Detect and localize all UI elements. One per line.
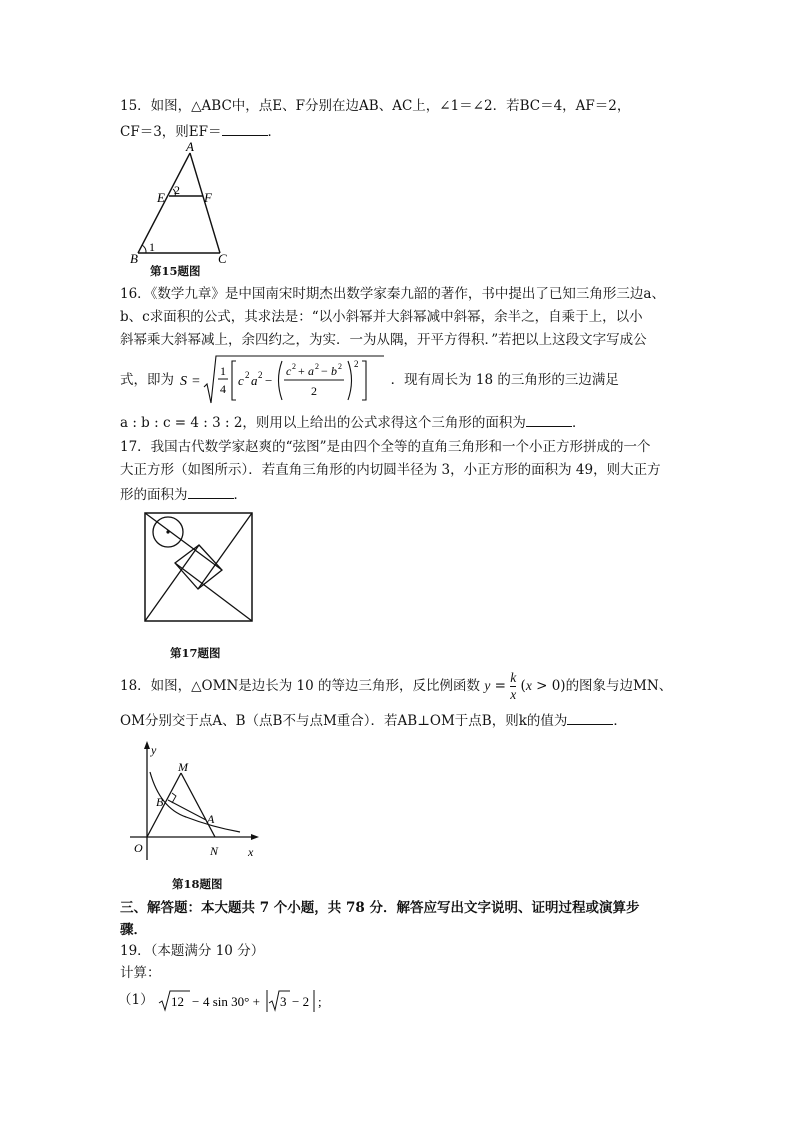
q18-line-2 <box>120 710 627 731</box>
q17-line-2: 大正方形（如图所示）．若直角三角形的内切圆半径为 3，小正方形的面积为 49，则大正方 <box>120 462 661 478</box>
svg-text:3: 3 <box>279 993 287 1009</box>
q16-line-5-end: ． <box>571 415 586 431</box>
label-B: B <box>156 795 164 809</box>
section-3-heading-cont: 骤． <box>120 922 147 938</box>
svg-text:=: = <box>192 373 201 389</box>
figure-15-triangle <box>122 140 232 265</box>
svg-text:a: a <box>251 372 258 388</box>
answer-blank-15[interactable] <box>222 121 268 136</box>
svg-text:−: − <box>191 993 200 1009</box>
q18-line-2-text: OM分别交于点A、B（点B不与点M重合）．若AB⊥OM于点B，则k的值为 <box>120 713 568 729</box>
label-M: M <box>178 760 188 774</box>
caption-15: 第15题图 <box>150 264 201 278</box>
svg-text:+: + <box>298 363 306 378</box>
svg-text:− 2: − 2 <box>291 993 309 1009</box>
answer-blank-18[interactable] <box>567 710 613 725</box>
svg-text:2: 2 <box>354 358 359 369</box>
q15-line-2-end: ． <box>267 124 282 140</box>
svg-text:c: c <box>286 363 292 378</box>
svg-text:b: b <box>331 363 338 378</box>
label-C: C <box>218 251 227 265</box>
svg-text:2: 2 <box>338 361 343 371</box>
figure-17-chord-diagram <box>142 510 256 626</box>
svg-text:1: 1 <box>220 363 227 378</box>
q15-line-2 <box>120 121 281 142</box>
label-B: B <box>130 251 138 265</box>
q18-line-1: 18．如图，△OMN是边长为 10 的等边三角形，反比例函数 y = $\frac{k}{x}$ (x > 0)的图象与边MN、 <box>120 670 673 702</box>
label-F: F <box>204 190 212 205</box>
q16-line-1: 16．《数学九章》是中国南宋时期杰出数学家秦九韶的著作，书中提出了已知三角形三边a、 <box>120 286 665 302</box>
section-3-heading: 三、解答题：本大题共 7 个小题，共 78 分．解答应写出文字说明、证明过程或演算步 <box>120 900 640 916</box>
svg-text:4 sin 30° +: 4 sin 30° + <box>202 993 260 1009</box>
q16-line-5 <box>120 412 585 433</box>
svg-text:;: ; <box>317 993 322 1009</box>
svg-text:2: 2 <box>245 369 250 380</box>
svg-text:2: 2 <box>311 383 318 398</box>
svg-text:12: 12 <box>170 993 184 1009</box>
q17-line-3-end: ． <box>233 487 247 503</box>
q19-part-1-label: （1） <box>118 992 154 1008</box>
domain-condition: (x > 0) <box>520 678 566 694</box>
svg-text:2: 2 <box>258 369 263 380</box>
caption-18: 第18题图 <box>172 877 223 891</box>
q17-line-1: 17．我国古代数学家赵爽的“弦图”是由四个全等的直角三角形和一个小正方形拼成的一个 <box>120 439 651 455</box>
angle-2-label: 2 <box>174 183 180 197</box>
q16-line-4 <box>120 358 619 398</box>
svg-text:S: S <box>180 373 188 389</box>
svg-text:2: 2 <box>292 361 297 371</box>
q18-line-1-text: 18．如图，△OMN是边长为 10 的等边三角形，反比例函数 <box>120 678 481 694</box>
q18-line-1-end: 的图象与边MN、 <box>565 678 673 694</box>
figure-18-graph <box>128 740 260 868</box>
axis-y-label: y <box>151 743 157 757</box>
label-O: O <box>134 841 143 855</box>
q16-line-5-text: a : b : c = 4 : 3 : 2，则用以上给出的公式求得这个三角形的面积为 <box>120 415 526 431</box>
answer-blank-17[interactable] <box>188 484 234 499</box>
label-A: A <box>207 812 215 826</box>
svg-text:−: − <box>321 363 329 378</box>
axis-x-label: x <box>248 845 254 859</box>
svg-text:4: 4 <box>220 381 227 396</box>
q16-line-3: 斜幂乘大斜幂减上，余四约之，为实．一为从隅，开平方得积．”若把以上这段文字写成公 <box>120 332 647 348</box>
svg-text:2: 2 <box>315 361 320 371</box>
q19-part-1 <box>118 990 328 1010</box>
q16-line-2: b、c求面积的公式，其求法是：“以小斜幂并大斜幂减中斜幂，余半之，自乘于上，以小 <box>120 309 643 325</box>
q15-line-2-text: CF＝3，则EF＝ <box>120 124 222 140</box>
q18-line-2-end: ． <box>613 713 627 729</box>
q17-line-3 <box>120 484 247 505</box>
caption-17: 第17题图 <box>170 646 221 660</box>
svg-text:c: c <box>238 372 245 388</box>
q16-line-4-end: ．现有周长为 18 的三角形的三边满足 <box>390 372 619 388</box>
qin-jiushao-formula <box>178 353 386 409</box>
angle-1-label: 1 <box>149 240 155 254</box>
label-A: A <box>186 140 194 154</box>
q15-line-1: 15．如图，△ABC中，点E、F分别在边AB、AC上，∠1＝∠2．若BC＝4，AF＝2， <box>120 98 631 114</box>
k-over-x-fraction: $\frac{k}{x}$ <box>510 670 517 702</box>
answer-blank-16[interactable] <box>526 412 572 427</box>
q19-title: 19．（本题满分 10 分） <box>120 943 265 959</box>
q19-part-1-expression <box>158 988 328 1014</box>
label-E: E <box>157 190 165 205</box>
q19-intro: 计算： <box>120 965 161 981</box>
svg-text:a: a <box>308 363 315 378</box>
q17-line-3-text: 形的面积为 <box>120 487 188 503</box>
q16-line-4-text: 式，即为 <box>120 372 174 388</box>
svg-text:−: − <box>265 372 273 388</box>
label-N: N <box>210 844 219 858</box>
